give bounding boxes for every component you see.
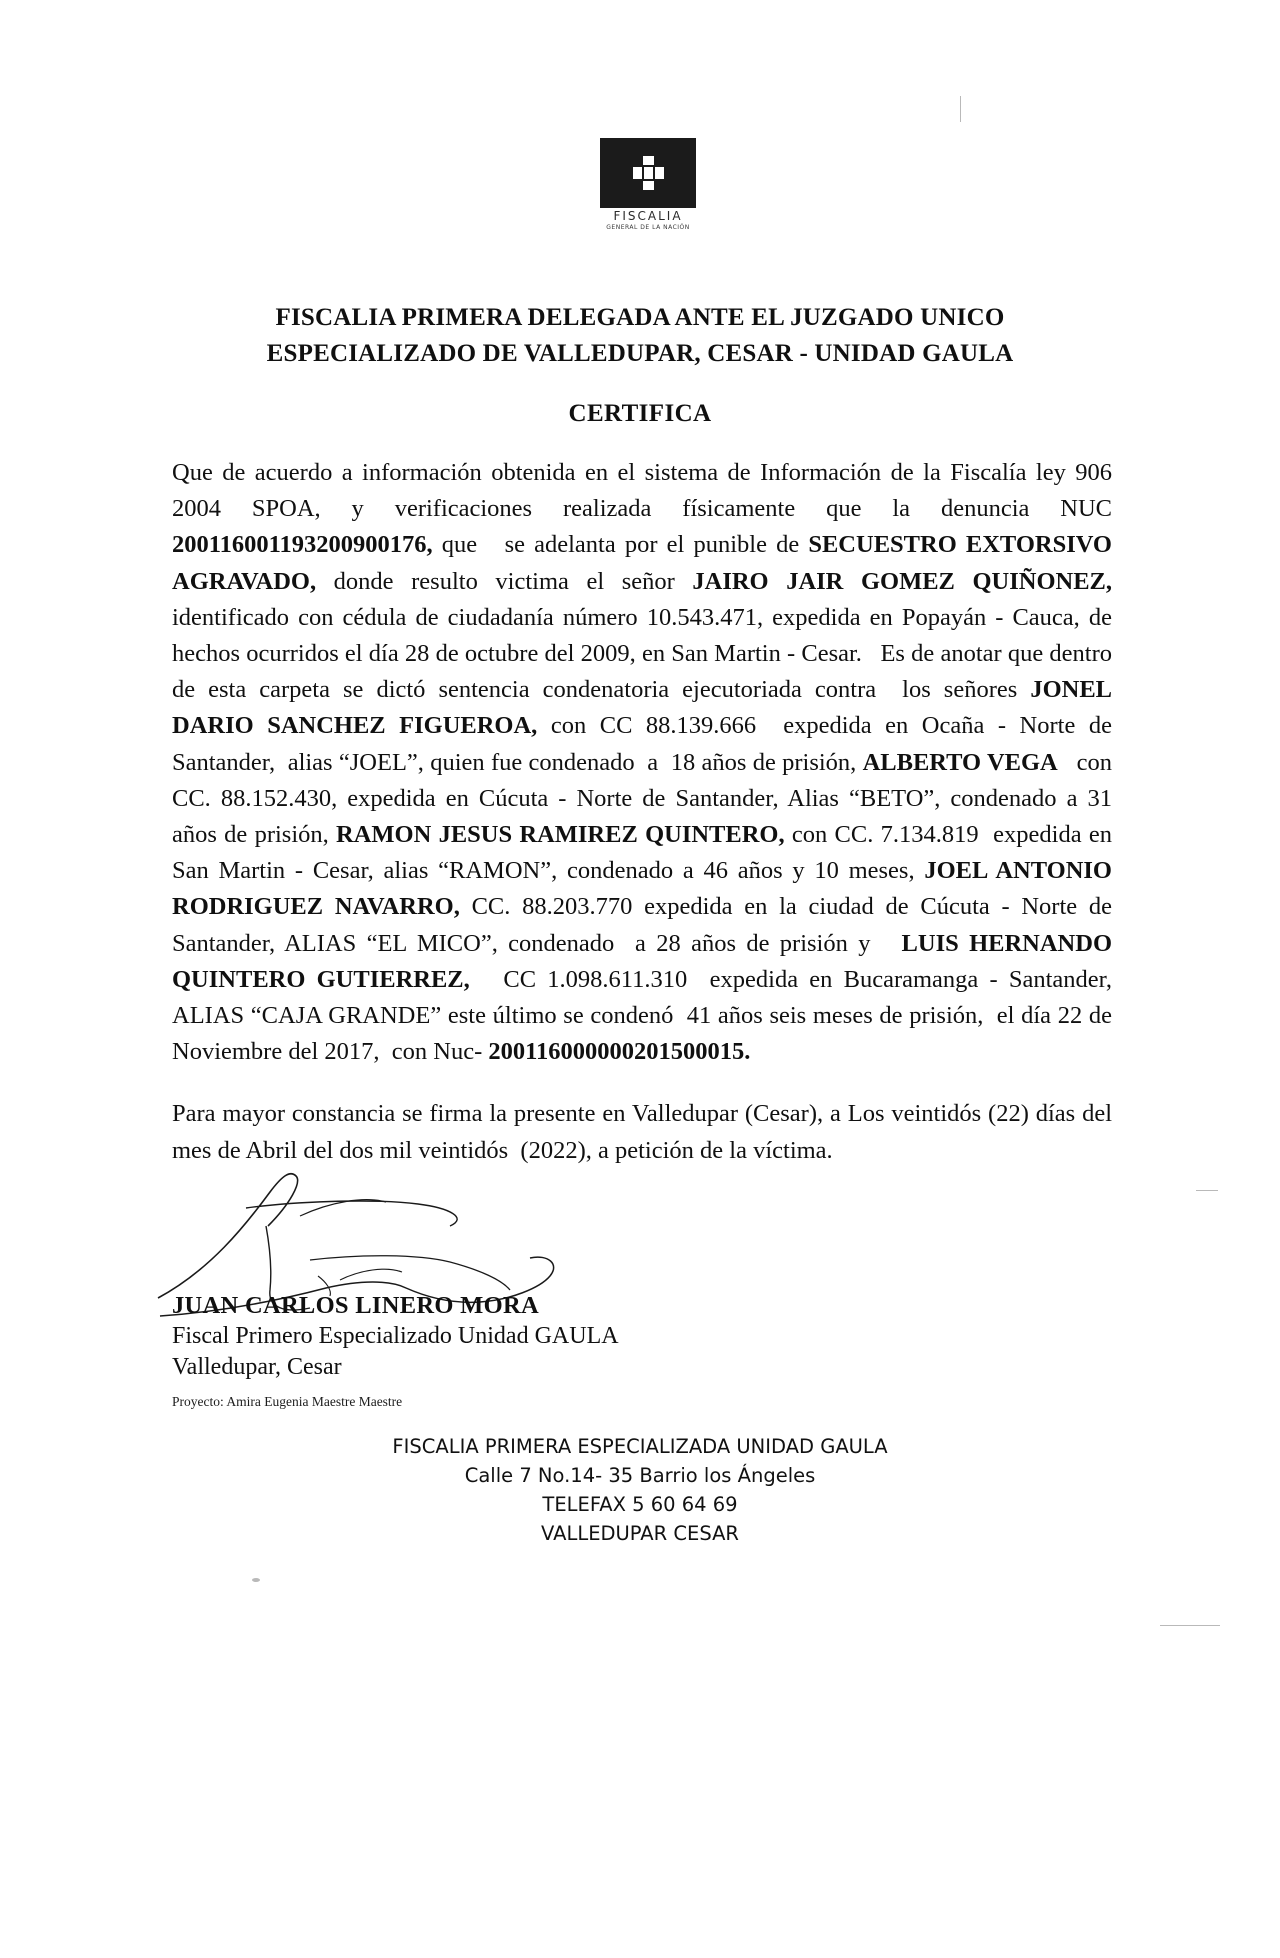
footer-line1: FISCALIA PRIMERA ESPECIALIZADA UNIDAD GAULA [392, 1435, 888, 1458]
page-mark [252, 1578, 260, 1582]
fiscalia-logo [588, 138, 708, 231]
signatory-role: Fiscal Primero Especializado Unidad GAULA [172, 1323, 619, 1349]
document-body [172, 455, 1112, 1169]
page-title-line2: ESPECIALIZADO DE VALLEDUPAR, CESAR - UNIDAD GAULA [266, 339, 1014, 367]
signatory-name: JUAN CARLOS LINERO MORA [172, 1292, 539, 1319]
logo-emblem-icon [600, 138, 696, 208]
logo-name: FISCALIA [613, 209, 683, 223]
signature-block [172, 1290, 1112, 1417]
logo-subtitle: GENERAL DE LA NACIÓN [606, 224, 690, 231]
page-mark [1160, 1625, 1220, 1626]
page-footer [160, 1432, 1120, 1548]
footer-line3: TELEFAX 5 60 64 69 [542, 1493, 738, 1516]
page-title-line1: FISCALIA PRIMERA DELEGADA ANTE EL JUZGADO UNICO [275, 304, 1005, 331]
page-mark [960, 96, 961, 122]
body-paragraph-1: Que de acuerdo a información obtenida en el sistema de Información de la Fiscalía ley 906 2004 SPOA, y verificaciones realizada físicamente que la denuncia NUC 200116001193200900176, que se adelanta por el punible de SECUESTRO EXTORSIVO AGRAVADO, donde resulto victima el señor JAIRO JAIR GOMEZ QUIÑONEZ, identificado con cédula de ciudadanía número 10.543.471, expedida en Popayán - Cauca, de hechos ocurridos el día 28 de octubre del 2009, en San Martin - Cesar. Es de anotar que dentro de esta carpeta se dictó sentencia condenatoria ejecutoriada contra los señores JONEL DARIO SANCHEZ FIGUEROA, con CC 88.139.666 expedida en Ocaña - Norte de Santander, alias “JOEL”, quien fue condenado a 18 años de prisión, ALBERTO VEGA con CC. 88.152.430, expedida en Cúcuta - Norte de Santander, Alias “BETO”, condenado a 31 años de prisión, RAMON JESUS RAMIREZ QUINTERO, con CC. 7.134.819 expedida en San Martin - Cesar, alias “RAMON”, condenado a 46 años y 10 meses, JOEL ANTONIO RODRIGUEZ NAVARRO, CC. 88.203.770 expedida en la ciudad de Cúcuta - Norte de Santander, ALIAS “EL MICO”, condenado a 28 años de prisión y LUIS HERNANDO QUINTERO GUTIERREZ, CC 1.098.611.310 expedida en Bucaramanga - Santander, ALIAS “CAJA GRANDE” este último se condenó 41 años seis meses de prisión, el día 22 de Noviembre del 2017, con Nuc- 200116000000201500015. [172, 459, 1112, 1066]
page-mark [1196, 1190, 1218, 1191]
body-paragraph-2: Para mayor constancia se firma la presente en Valledupar (Cesar), a Los veintidós (22) días del mes de Abril del dos mil veintidós (2022), a petición de la víctima. [172, 1100, 1112, 1164]
footer-line4: VALLEDUPAR CESAR [541, 1522, 739, 1545]
signatory-city: Valledupar, Cesar [172, 1354, 342, 1380]
page-title [160, 300, 1120, 371]
footer-line2: Calle 7 No.14- 35 Barrio los Ángeles [464, 1464, 816, 1487]
certifica-heading: CERTIFICA [568, 400, 712, 427]
projected-by: Proyecto: Amira Eugenia Maestre Maestre [172, 1394, 403, 1409]
